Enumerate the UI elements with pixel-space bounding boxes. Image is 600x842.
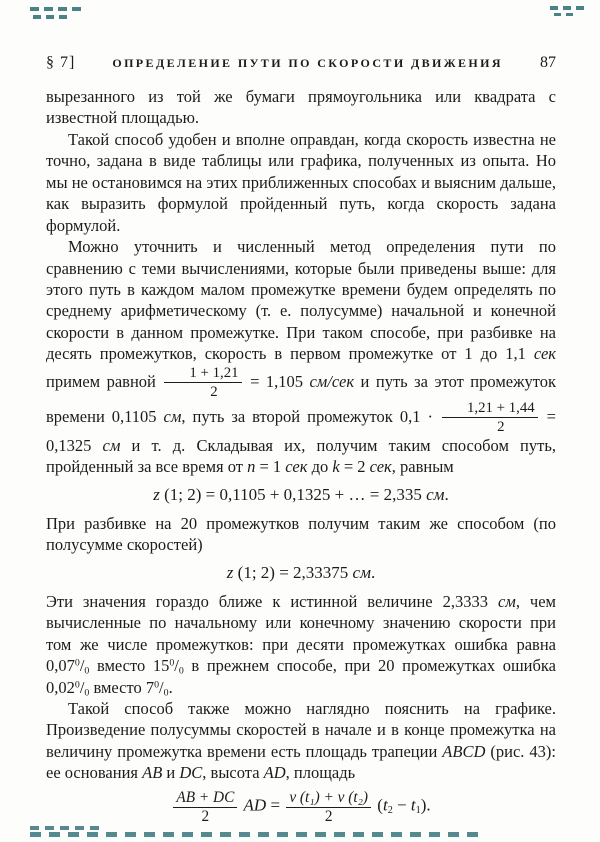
paragraph-numeric-refinement: Можно уточнить и численный метод определения пути по сравнению с теми вычислениями, которые были приведены выше: для этого путь в каждом малом промежутке времени будем определять по среднему арифметическому (т. е. полусумме) начальной и конечной скорости в данном промежутке. При таком способе, при разбивке на десять промежутков, скорость в первом промежутке от 1 до 1,1 сек примем равной $\frac{1 + 1,21}{2}$ = 1,105 см/сек и путь за этот промежуток времени 0,1105 см, путь за второй промежуток 0,1 · $\frac{1,21 + 1,44}{2}$ = 0,1325 см и т. д. Складывая их, получим таким способом путь, пройденный за все время от n = 1 сек до k = 2 сек, равным [46,237,556,477]
paragraph-method-justification: Такой способ удобен и вполне оправдан, когда скорость известна не точно, задана в виде таблицы или графика, полученных из опыта. Но мы не остановимся на этих приближенных способах и выясним дальше, как выразить формулой пройденный путь, когда скорость задана формулой. [46,129,556,235]
page-number: 87 [539,54,556,71]
section-marker: § 7] [46,54,76,71]
paragraph-continuation: вырезанного из той же бумаги прямоугольника или квадрата с известной площадью. [46,87,556,128]
scan-artifact-top-right [550,6,588,17]
formula-z-20-intervals: z (1; 2) = 2,33375 см. [226,562,376,582]
running-title: ОПРЕДЕЛЕНИЕ ПУТИ ПО СКОРОСТИ ДВИЖЕНИЯ [112,56,503,70]
paragraph-graphic-explanation: Такой способ также можно наглядно пояснить на графике. Произведение полусуммы скоростей в начале и в конце промежутка на величину промежутка времени есть площадь трапеции ABCD (рис. 43): ее основания AB и DC, высота AD, площадь [46,698,556,783]
page-body [46,86,556,833]
paragraph-20-intervals: При разбивке на 20 промежутков получим таким же способом (по полусумме скоростей) [46,513,556,555]
page-header [46,54,556,72]
scan-artifact-bottom-edge [30,832,478,837]
scan-artifact-top-left [30,7,84,20]
paragraph-error-comparison: Эти значения гораздо ближе к истинной величине 2,3333 см, чем вычисленные по начальному или конечному значению скорости при том же числе промежутков: при десяти промежутках ошибка равна $0,07^0/_0$ вместо $15^0/_0$ в прежнем способе, при 20 промежутках ошибка $0,02^0/_0$ вместо $7^0/_0$. [46,591,556,698]
formula-path-sum: z (1; 2) = 0,1105 + 0,1325 + … = 2,335 см. [153,484,449,504]
formula-trapezoid-area: $\frac{AB + DC}{2}$ AD = $\frac{\text{v (t₁) + v (t₂)}}{2}$ $(t_2 - t_1)$. [46,790,556,826]
